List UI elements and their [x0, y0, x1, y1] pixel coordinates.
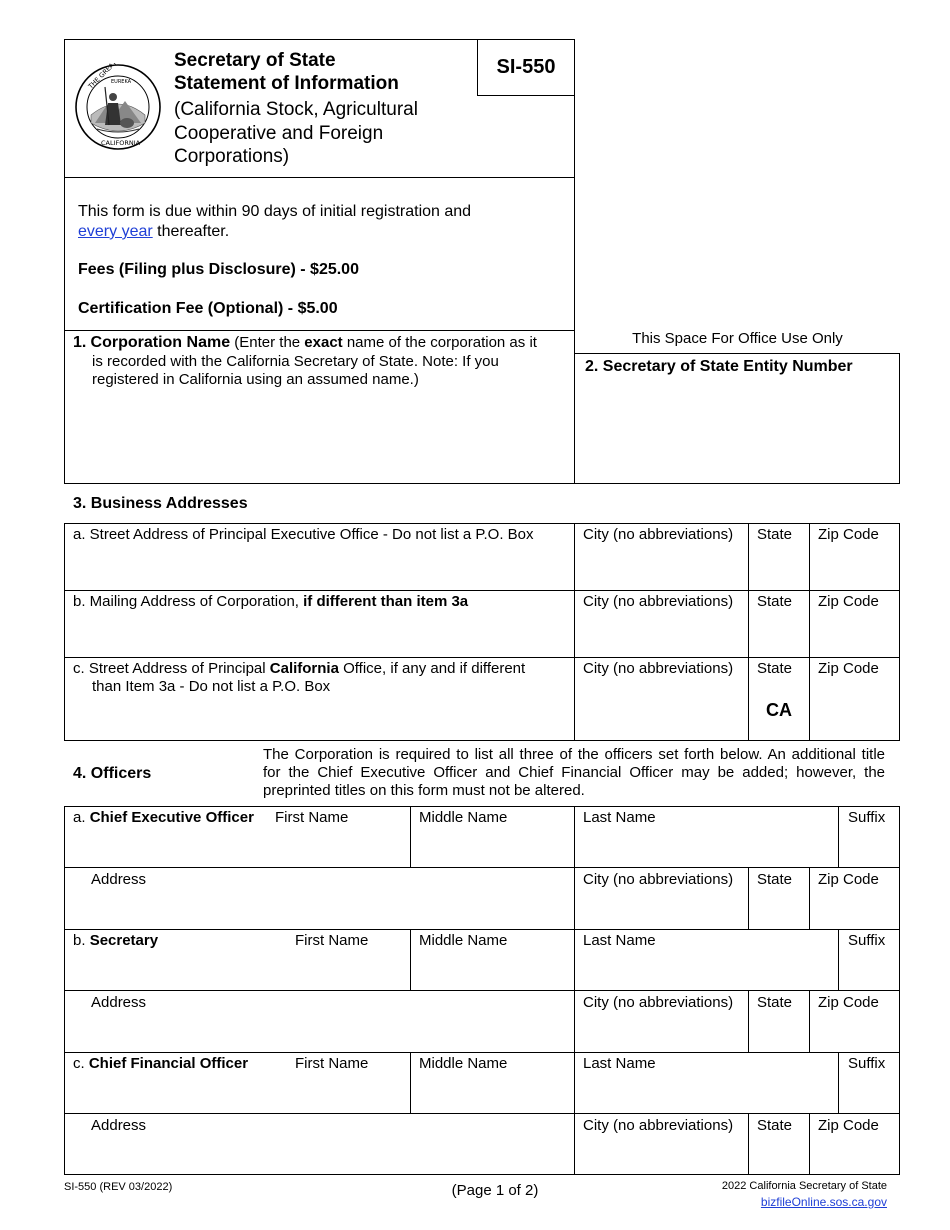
address-3b-zip-label: Zip Code	[818, 593, 879, 610]
section1-heading	[73, 334, 537, 352]
officer-cfo-letter: c.	[73, 1055, 85, 1072]
secretary-middle-name-label: Middle Name	[419, 932, 508, 949]
officer-secretary-letter: b.	[73, 932, 86, 949]
form-subtitle-3: Corporations)	[174, 146, 290, 167]
officer-secretary-title-text: Secretary	[89, 932, 159, 949]
section2-title: Secretary of State Entity Number	[602, 358, 853, 375]
ceo-state-label: State	[757, 871, 793, 888]
address-3a-state-label: State	[757, 526, 793, 543]
footer-form-revision: SI-550 (REV 03/2022)	[64, 1181, 173, 1193]
ceo-address-label: Address	[91, 871, 147, 888]
section1-desc-bold: exact	[304, 334, 343, 351]
address-3c-label-post: Office, if any and if different	[338, 660, 526, 677]
every-year-link[interactable]: every year	[78, 223, 153, 240]
section1-desc-line2: is recorded with the California Secretary of State. Note: If you	[92, 353, 499, 370]
seal-bottom-text: CALIFORNIA	[101, 139, 141, 147]
ceo-suffix-label: Suffix	[848, 809, 886, 826]
address-3b-label-bold: if different than item 3a	[303, 593, 469, 610]
section1-desc-line3: registered in California using an assumed name.)	[92, 371, 419, 388]
address-3b-state-label: State	[757, 593, 793, 610]
address-3c-zip-label: Zip Code	[818, 660, 879, 677]
secretary-zip-label: Zip Code	[818, 994, 879, 1011]
secretary-state-label: State	[757, 994, 793, 1011]
address-3c-label	[73, 660, 525, 678]
footer-copyright: 2022 California Secretary of State	[721, 1180, 887, 1192]
officers-note-line1: The Corporation is required to list all three of the officers set forth below. An additional title	[263, 746, 885, 763]
section4-title: 4. Officers	[73, 765, 152, 782]
address-3c-label-text: c. Street Address of Principal	[73, 660, 270, 677]
form-subtitle-1: (California Stock, Agricultural	[174, 99, 418, 120]
form-id: SI-550	[496, 56, 556, 78]
address-3c-label-line2: than Item 3a - Do not list a P.O. Box	[92, 678, 331, 695]
section1-number: 1.	[73, 334, 87, 351]
address-3a-label: a. Street Address of Principal Executive Office - Do not list a P.O. Box	[73, 526, 534, 543]
secretary-suffix-label: Suffix	[848, 932, 886, 949]
address-3a-city-label: City (no abbreviations)	[583, 526, 734, 543]
section2-heading	[585, 357, 853, 376]
form-title: Statement of Information	[174, 73, 399, 94]
cfo-zip-label: Zip Code	[818, 1117, 879, 1134]
section1-desc-post: name of the corporation as it	[342, 334, 537, 351]
office-use-label: This Space For Office Use Only	[632, 330, 843, 347]
ceo-first-name-label: First Name	[275, 809, 349, 826]
due-text-line1: This form is due within 90 days of initial registration and	[78, 203, 472, 220]
address-3c-state-label: State	[757, 660, 793, 677]
ceo-middle-name-label: Middle Name	[419, 809, 508, 826]
cfo-state-label: State	[757, 1117, 793, 1134]
address-3c-city-label: City (no abbreviations)	[583, 660, 734, 677]
due-text-after: thereafter.	[152, 223, 230, 240]
due-text-line2	[78, 222, 229, 241]
secretary-address-label: Address	[91, 994, 147, 1011]
footer-website-link[interactable]: bizfileOnline.sos.ca.gov	[760, 1195, 887, 1209]
ceo-last-name-label: Last Name	[583, 809, 656, 826]
cfo-suffix-label: Suffix	[848, 1055, 886, 1072]
address-3b-label-text: b. Mailing Address of Corporation,	[73, 593, 304, 610]
secretary-city-label: City (no abbreviations)	[583, 994, 734, 1011]
officer-ceo-letter: a.	[73, 809, 86, 826]
address-3b-city-label: City (no abbreviations)	[583, 593, 734, 610]
seal-top-text	[86, 63, 161, 91]
form-subtitle-2: Cooperative and Foreign	[174, 123, 384, 144]
section3-title: 3. Business Addresses	[73, 495, 248, 512]
ceo-city-label: City (no abbreviations)	[583, 871, 734, 888]
state-seal-icon	[75, 63, 161, 151]
section1-desc-pre: (Enter the	[230, 334, 305, 351]
cfo-middle-name-label: Middle Name	[419, 1055, 508, 1072]
filing-fee: Fees (Filing plus Disclosure) - $25.00	[78, 261, 359, 278]
secretary-first-name-label: First Name	[295, 932, 369, 949]
address-3b-label	[73, 593, 468, 611]
officer-ceo-title	[73, 809, 254, 827]
secretary-last-name-label: Last Name	[583, 932, 656, 949]
section2-number: 2.	[585, 358, 599, 375]
officers-note-line2: for the Chief Executive Officer and Chief Financial Officer may be added; however, the	[263, 764, 885, 781]
certification-fee: Certification Fee (Optional) - $5.00	[78, 300, 338, 317]
officer-cfo-title-text: Chief Financial Officer	[88, 1055, 249, 1072]
cfo-city-label: City (no abbreviations)	[583, 1117, 734, 1134]
agency-line: Secretary of State	[174, 50, 336, 71]
officer-ceo-title-text: Chief Executive Officer	[89, 809, 254, 826]
section1-title: Corporation Name	[90, 334, 231, 351]
cfo-first-name-label: First Name	[295, 1055, 369, 1072]
officers-note-line3: preprinted titles on this form must not be altered.	[263, 782, 585, 799]
cfo-last-name-label: Last Name	[583, 1055, 656, 1072]
address-3a-zip-label: Zip Code	[818, 526, 879, 543]
seal-motto: EUREKA	[111, 79, 132, 85]
officer-cfo-title	[73, 1055, 248, 1073]
address-3c-state-value: CA	[766, 700, 792, 720]
cfo-address-label: Address	[91, 1117, 147, 1134]
address-3c-label-bold: California	[269, 660, 339, 677]
footer-page-number: (Page 1 of 2)	[451, 1182, 539, 1199]
ceo-zip-label: Zip Code	[818, 871, 879, 888]
officer-secretary-title	[73, 932, 158, 950]
